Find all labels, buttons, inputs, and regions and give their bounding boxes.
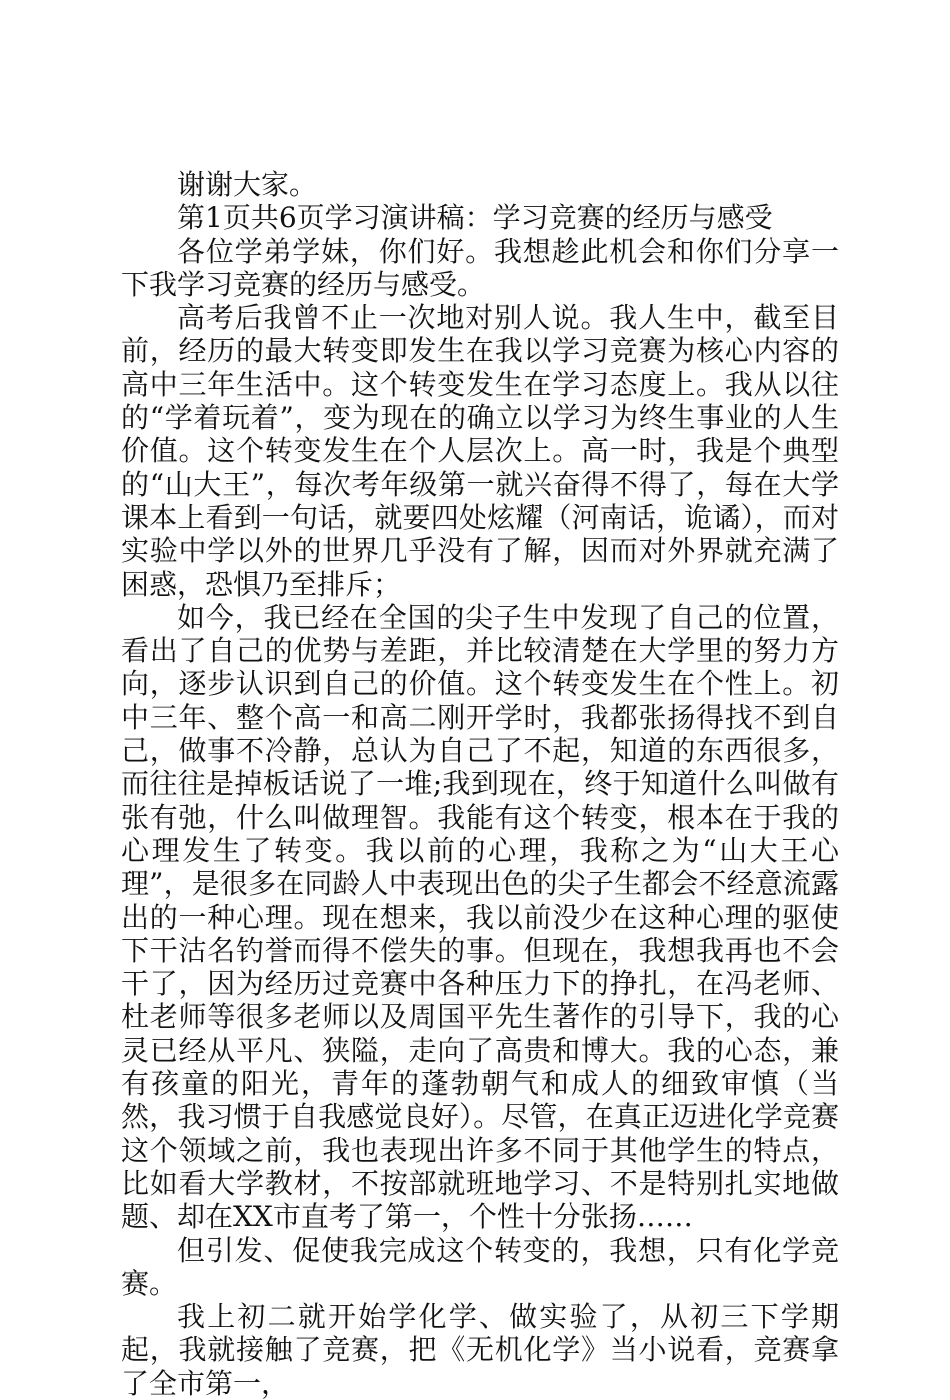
paragraph-greeting: 各位学弟学妹，你们好。我想趁此机会和你们分享一下我学习竞赛的经历与感受。 — [121, 234, 839, 301]
paragraph-page-footer-and-title: 第1页共6页学习演讲稿：学习竞赛的经历与感受 — [177, 201, 773, 235]
paragraph-current-self: 如今，我已经在全国的尖子生中发现了自己的位置，看出了自己的优势与差距，并比较清楚在大学里的努力方向，逐步认识到自己的价值。这个转变发生在个性上。初中三年、整个高一和高二刚开学时，我都张扬得找不到自己，做事不冷静，总认为自己了不起，知道的东西很多，而往往是掉板话说了一堆;我到现在，终于知道什么叫做有张有弛，什么叫做理智。我能有这个转变，根本在于我的心理发生了转变。我以前的心理，我称之为“山大王心理”，是很多在同龄人中表现出色的尖子生都会不经意流露出的一种心理。现在想来，我以前没少在这种心理的驱使下干沽名钓誉而得不偿失的事。但现在，我想我再也不会干了，因为经历过竞赛中各种压力下的挣扎，在冯老师、杜老师等很多老师以及周国平先生著作的引导下，我的心灵已经从平凡、狭隘，走向了高贵和博大。我的心态，兼有孩童的阳光，青年的蓬勃朝气和成人的细致审慎（当然，我习惯于自我感觉良好）。尽管，在真正迈进化学竞赛这个领域之前，我也表现出许多不同于其他学生的特点，比如看大学教材，不按部就班地学习、不是特别扎实地做题、却在XX市直考了第一，个性十分张扬…… — [121, 600, 839, 1234]
paragraph-chemistry-competition: 但引发、促使我完成这个转变的，我想，只有化学竞赛。 — [121, 1233, 839, 1300]
paragraph-early-chemistry: 我上初二就开始学化学、做实验了，从初三下学期起，我就接触了竞赛，把《无机化学》当小说看，竞赛拿了全市第一， — [121, 1300, 839, 1400]
document-body — [121, 168, 839, 1400]
paragraph-transformation: 高考后我曾不止一次地对别人说。我人生中，截至目前，经历的最大转变即发生在我以学习竞赛为核心内容的高中三年生活中。这个转变发生在学习态度上。我从以往的“学着玩着”，变为现在的确立以学习为终生事业的人生价值。这个转变发生在个人层次上。高一时，我是个典型的“山大王”，每次考年级第一就兴奋得不得了，每在大学课本上看到一句话，就要四处炫耀（河南话，诡谲），而对实验中学以外的世界几乎没有了解，因而对外界就充满了困惑，恐惧乃至排斥； — [121, 301, 839, 601]
paragraph-thanks: 谢谢大家。 — [177, 168, 318, 201]
